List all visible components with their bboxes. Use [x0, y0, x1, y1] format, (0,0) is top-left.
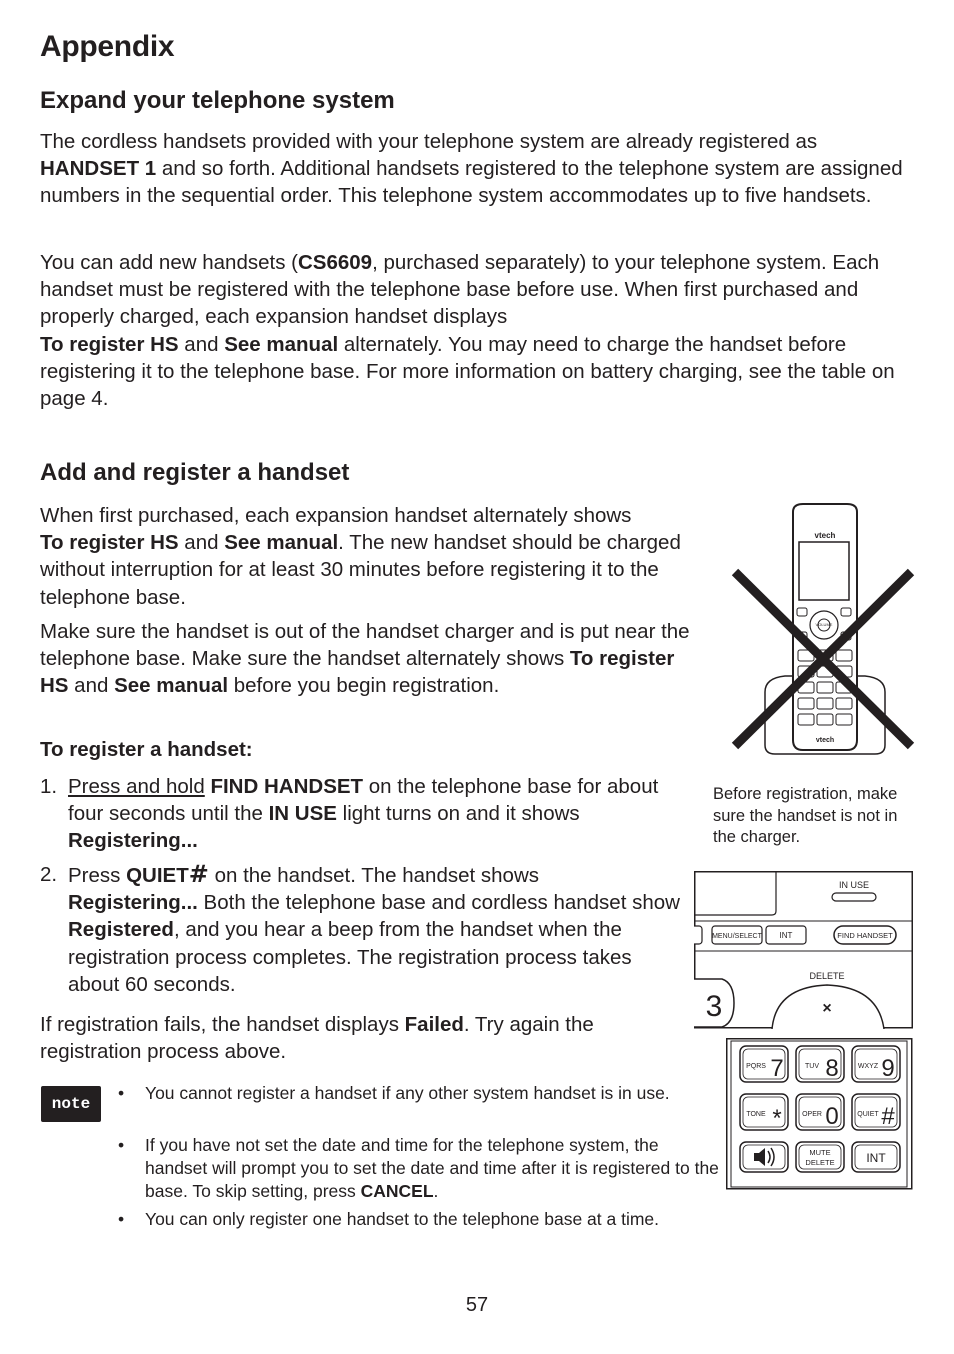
step-number: 2.	[40, 863, 58, 886]
delete-key-label: DELETE	[805, 1158, 835, 1167]
base-panel-illustration	[694, 871, 914, 1029]
menu-select-label: MENU/SELECT	[712, 933, 762, 940]
handset-volume-label: VOLUME	[815, 622, 833, 627]
find-handset-label: FIND HANDSET	[837, 931, 893, 940]
step-text: Press QUIET# on the handset. The handset shows Registering... Both the telephone base and cordless handset show Registered, and you hear a beep from the handset when the registration process completes. The registration process takes about 60 seconds.	[68, 860, 680, 996]
in-use-light	[832, 893, 876, 901]
step-number: 1.	[40, 775, 58, 798]
key-8-letters: TUV	[805, 1063, 819, 1070]
note-badge: note	[41, 1086, 101, 1122]
int-keypad-label: INT	[866, 1151, 886, 1165]
expand-paragraph-2: You can add new handsets (CS6609, purchased separately) to your telephone system. Each handset must be registered with the telephone base before use. When first purchased and properly charged, each expansion handset displays To register HS and See manual alternately. You may need to charge the handset before registering it to the telephone base. For more information on battery charging, see the table on page 4.	[40, 251, 895, 411]
mute-label: MUTE	[809, 1148, 831, 1157]
illustration-caption: Before registration, make sure the handset is not in the charger.	[713, 785, 898, 846]
key-7-digit: 7	[770, 1055, 784, 1082]
page-number: 57	[465, 1294, 489, 1316]
x-key-label: ×	[822, 1000, 832, 1017]
key-0-digit: 0	[825, 1103, 839, 1130]
delete-label: DELETE	[809, 971, 845, 981]
key-0-letters: OPER	[802, 1111, 822, 1118]
key-9-letters: WXYZ	[857, 1063, 879, 1070]
key-star-digit: *	[772, 1105, 782, 1132]
key-8-digit: 8	[825, 1055, 839, 1082]
keypad-row-2	[740, 1094, 900, 1132]
expand-paragraph-1: The cordless handsets provided with your telephone system are already registered as HANDSET 1 and so forth. Additional handsets registered to the telephone system are assigned numbers in the sequential order. This telephone system accommodates up to five handsets.	[40, 130, 903, 208]
step-2	[40, 861, 690, 1001]
key-3-label: 3	[705, 990, 723, 1023]
key-star-letters: TONE	[746, 1111, 766, 1118]
int-label: INT	[779, 931, 793, 940]
key-9-digit: 9	[881, 1055, 895, 1082]
step-text: Press and hold FIND HANDSET on the telephone base for about four seconds until the IN USE light turns on and it shows Registering...	[68, 775, 659, 853]
add-paragraph-3: If registration fails, the handset displays Failed. Try again the registration process above.	[40, 1013, 594, 1064]
key-hash-letters: QUIET	[857, 1111, 879, 1118]
in-use-label: IN USE	[838, 880, 870, 890]
handset-illustration	[725, 500, 925, 760]
keypad-row-1	[740, 1046, 900, 1082]
key-hash-digit: #	[881, 1103, 895, 1130]
steps-title: To register a handset:	[40, 738, 253, 761]
add-paragraph-1: When first purchased, each expansion handset alternately shows To register HS and See manual. The new handset should be charged without interruption for at least 30 minutes before registering it to the telephone base.	[40, 504, 681, 609]
expand-heading: Expand your telephone system	[40, 87, 395, 114]
page-title: Appendix	[40, 30, 175, 63]
handset-brand: vtech	[814, 531, 836, 540]
mute-delete-key	[796, 1142, 844, 1172]
add-paragraph-2: Make sure the handset is out of the handset charger and is put near the telephone base. Make sure the handset alternately shows To register HS and See manual before you begin registration.	[40, 620, 690, 698]
key-7-letters: PQRS	[746, 1063, 766, 1070]
add-heading: Add and register a handset	[40, 459, 350, 486]
handset-brand-bottom: vtech	[815, 737, 835, 744]
step-1	[40, 773, 690, 858]
keypad-row-3	[740, 1142, 900, 1172]
keypad-illustration	[726, 1038, 914, 1190]
